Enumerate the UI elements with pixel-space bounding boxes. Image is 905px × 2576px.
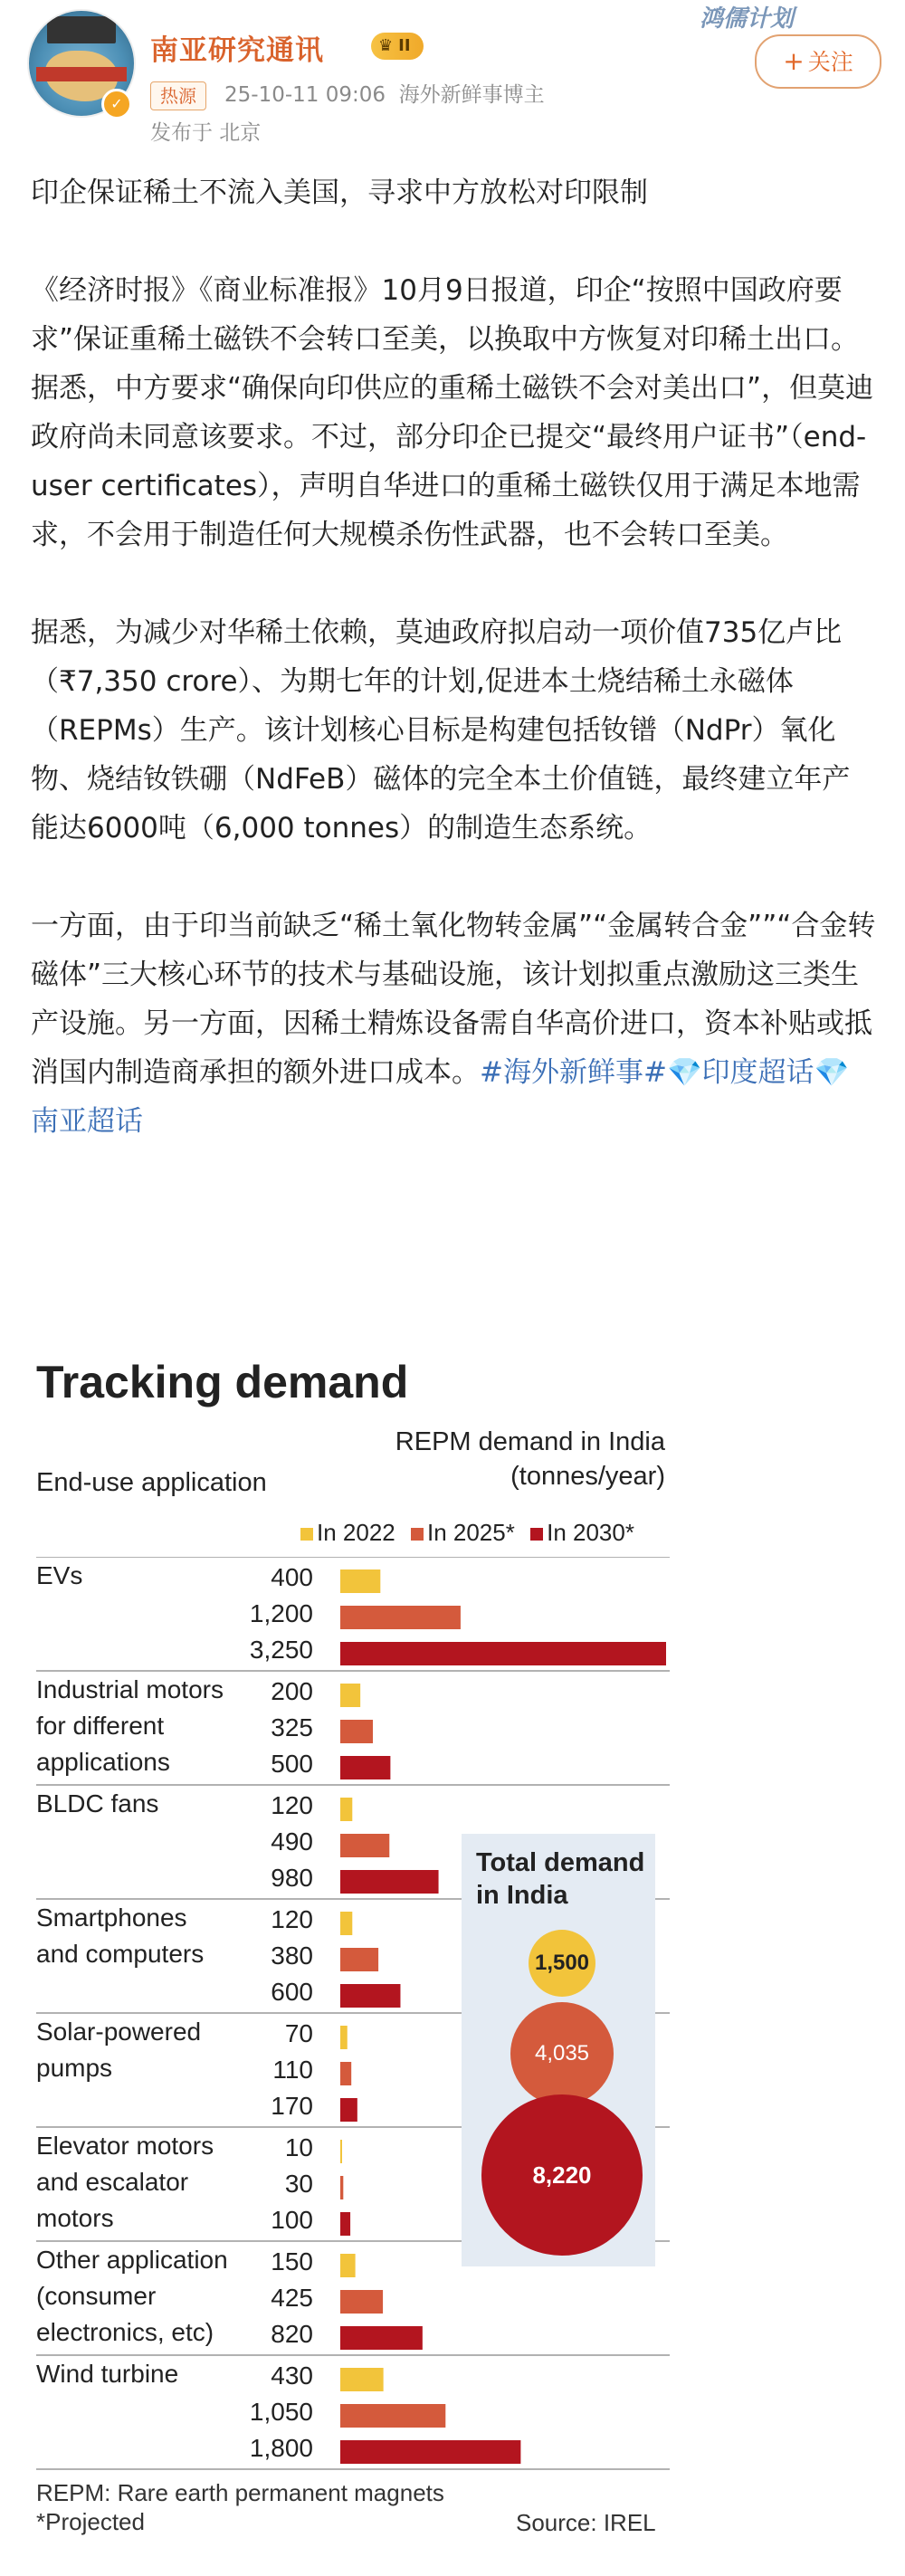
watermark: 鸿儒计划 [699,5,794,33]
bar [340,2176,343,2199]
category-label: and escalator [36,2168,189,2196]
category-label: motors [36,2204,114,2232]
post-paragraph-1: 《经济时报》《商业标准报》10月9日报道，印企“按照中国政府要求”保证重稀土磁铁不会转口至美，以换取中方恢复对印稀土出口。据悉，中方要求“确保向印供应的重稀土磁铁不会对美出口”，但莫迪政府尚未同意该要求。不过，部分印企已提交“最终用户证书”（end-user certificates），声明自华进口的重稀土磁铁仅用于满足本地需求，不会用于制造任何大规模杀伤性武器，也不会转口至美。 [31,274,874,551]
value-label: 325 [271,1713,313,1741]
chart-subtitle: REPM demand in India (tonnes/year) [395,1427,665,1491]
category-label: (consumer [36,2282,157,2310]
bar [340,1720,373,1743]
category-header: End-use application [36,1468,267,1497]
total-2030-circle: 8,220 [481,2094,643,2256]
category-label: and computers [36,1940,205,1968]
value-label: 200 [271,1677,313,1705]
category-label: Wind turbine [36,2360,179,2388]
bar [340,1642,666,1665]
value-label: 120 [271,1905,313,1933]
bar [340,1606,461,1629]
bar [340,2404,445,2428]
category-label: pumps [36,2054,113,2082]
chart-legend [291,1519,634,1547]
bar [340,2440,520,2464]
value-label: 1,800 [249,2434,313,2462]
legend-2030: In 2030* [547,1519,634,1546]
legend-2025: In 2025* [426,1519,515,1546]
bar [340,2098,357,2122]
category-label: EVs [36,1561,83,1589]
post-location: 发布于 北京 [150,121,262,145]
bar [340,1870,439,1894]
bar [340,2026,348,2049]
hashtag-links[interactable]: #海外新鲜事#💎印度超话💎南亚超话 [31,1056,850,1138]
infographic-image[interactable] [36,1356,670,2560]
category-label: Other application [36,2246,228,2274]
value-label: 170 [271,2092,313,2120]
total-2025-circle: 4,035 [510,2002,614,2105]
value-label: 120 [271,1791,313,1819]
value-label: 3,250 [249,1636,313,1664]
value-label: 980 [271,1864,313,1892]
post-paragraph-3: 一方面，由于印当前缺乏“稀土氧化物转金属”“金属转合金””“合金转磁体”三大核心环节的技术与基础设施，该计划拟重点激励这三类生产设施。另一方面，因稀土精炼设备需自华高价进口，资本补贴或抵消国内制造商承担的额外进口成本。#海外新鲜事#💎印度超话💎南亚超话 [31,910,876,1138]
bar [340,1912,352,1935]
value-label: 150 [271,2247,313,2275]
value-label: 430 [271,2361,313,2390]
chart-footnote: REPM: Rare earth permanent magnets *Projected [36,2479,444,2535]
bar [340,2326,423,2350]
value-label: 490 [271,1827,313,1856]
value-label: 600 [271,1978,313,2006]
post-body [31,168,876,1195]
bar [340,2140,342,2163]
value-label: 820 [271,2320,313,2348]
bar [340,2290,383,2314]
value-label: 70 [284,2019,313,2047]
value-label: 400 [271,1563,313,1591]
follow-button[interactable]: + 关注 [755,34,881,89]
value-label: 30 [284,2170,313,2198]
value-label: 1,200 [249,1599,313,1627]
value-label: 100 [271,2206,313,2234]
category-label: BLDC fans [36,1789,159,1818]
level-badge: ♛ II [371,33,424,60]
bar [340,1798,352,1821]
legend-2022: In 2022 [317,1519,395,1546]
post-paragraph-2: 据悉，为减少对华稀土依赖，莫迪政府拟启动一项价值735亿卢比（₹7,350 crore）、为期七年的计划,促进本土烧结稀土永磁体（REPMs）生产。该计划核心目标是构建包括钕镨（NdPr）氧化物、烧结钕铁硼（NdFeB）磁体的完全本土价值链，最终建立年产能达6000吨（6,000 tonnes）的制造生态系统。 [31,616,851,844]
value-label: 500 [271,1750,313,1778]
bar [340,2062,351,2085]
chart-source: Source: IREL [516,2509,656,2536]
total-demand-label: Total demand in India [476,1848,645,1910]
total-demand-panel [462,1834,655,2266]
account-name[interactable]: 南亚研究通讯 [150,34,324,67]
bar [340,2212,350,2236]
category-label: Smartphones [36,1903,187,1932]
chart-title: Tracking demand [36,1357,409,1407]
plus-icon: + [783,46,805,76]
crown-icon: ♛ [378,36,394,55]
bar [340,1984,400,2008]
bar [340,1756,390,1779]
source-account[interactable]: 海外新鲜事博主 [398,83,545,107]
value-label: 380 [271,1942,313,1970]
bar [340,1948,378,1971]
hot-tag: 热源 [150,81,206,110]
verified-badge-icon: ✓ [101,89,132,119]
bar [340,1834,389,1857]
timestamp: 25-10-11 09:06 [224,83,386,107]
value-label: 110 [272,2056,313,2084]
category-label: for different [36,1712,165,1740]
value-label: 1,050 [249,2398,313,2426]
value-label: 10 [284,2133,313,2161]
category-label: Elevator motors [36,2132,214,2160]
bar [340,1569,380,1593]
bar [340,2254,356,2277]
category-label: Industrial motors [36,1675,224,1703]
post-title: 印企保证稀土不流入美国，寻求中方放松对印限制 [31,177,648,209]
category-label: applications [36,1748,170,1776]
total-2022-circle: 1,500 [529,1930,595,1997]
post-meta [224,81,545,109]
bar [340,2368,384,2391]
post-header [0,0,905,163]
category-label: electronics, etc) [36,2318,214,2346]
bar [340,1684,360,1707]
value-label: 425 [271,2284,313,2312]
category-label: Solar-powered [36,2018,202,2046]
